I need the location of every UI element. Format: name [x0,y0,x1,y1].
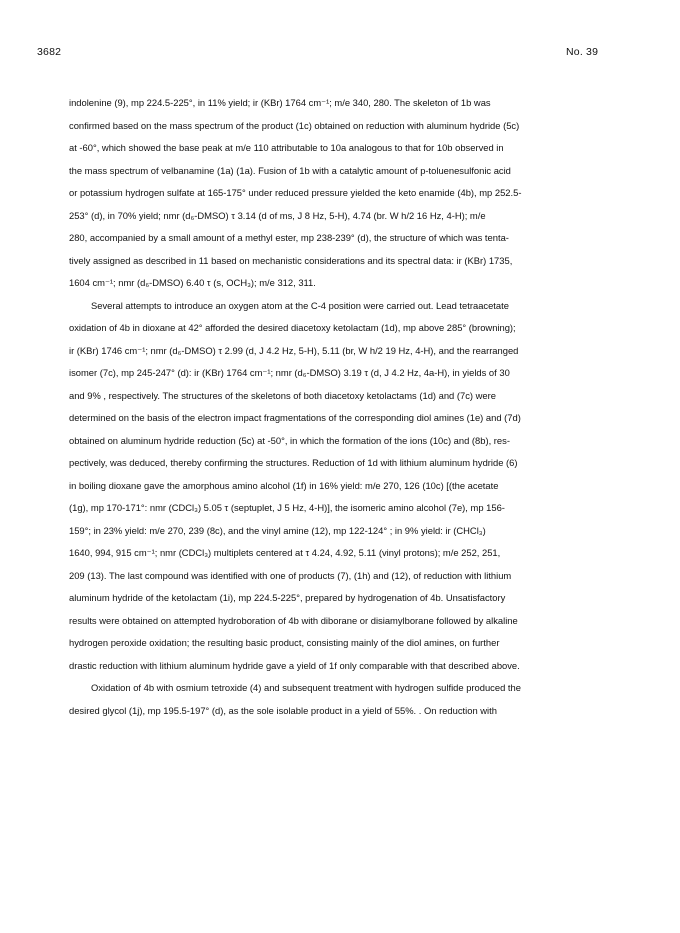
text-line: desired glycol (1j), mp 195.5-197° (d), as the sole isolable product in a yield of 55%. . On reduction with [69,704,497,716]
text-line: indolenine (9), mp 224.5-225°, in 11% yield; ir (KBr) 1764 cm⁻¹; m/e 340, 280. The skeleton of 1b was [69,97,491,108]
text-line: 280, accompanied by a small amount of a methyl ester, mp 238-239° (d), the structure of which was tenta- [69,232,509,243]
text-line: 1640, 994, 915 cm⁻¹; nmr (CDCl₃) multiplets centered at τ 4.24, 4.92, 5.11 (vinyl protons); m/e 252, 251, [69,547,501,558]
text-line: pectively, was deduced, thereby confirming the structures. Reduction of 1d with lithium aluminum hydride (6) [69,457,518,468]
text-line: tively assigned as described in 11 based on mechanistic considerations and its spectral data: ir (KBr) 1735, [69,254,513,266]
text-line: or potassium hydrogen sulfate at 165-175° under reduced pressure yielded the keto enamide (4b), mp 252.5- [69,187,522,198]
paragraph [69,295,616,678]
text-line: and 9% , respectively. The structures of the skeletons of both diacetoxy ketolactams (1d) and (7c) were [69,389,496,401]
text-line: isomer (7c), mp 245-247° (d): ir (KBr) 1764 cm⁻¹; nmr (d₆-DMSO) 3.19 τ (d, J 4.2 Hz, 4a-H), in yields of 30 [69,367,510,378]
body-text [69,92,616,722]
text-line: 253° (d), in 70% yield; nmr (d₆-DMSO) τ 3.14 (d of ms, J 8 Hz, 5-H), 4.74 (br. W h/2 16 Hz, 4-H); m/e [69,209,486,221]
text-line: aluminum hydride of the ketolactam (1i), mp 224.5-225°, prepared by hydrogenation of 4b. Unsatisfactory [69,592,506,603]
text-line: the mass spectrum of velbanamine (1a) (1a). Fusion of 1b with a catalytic amount of p-toluenesulfonic acid [69,164,511,176]
text-line: Several attempts to introduce an oxygen atom at the C-4 position were carried out. Lead tetraacetate [91,299,509,311]
text-line: oxidation of 4b in dioxane at 42° afforded the desired diacetoxy ketolactam (1d), mp above 285° (browning); [69,322,516,333]
text-line: confirmed based on the mass spectrum of the product (1c) obtained on reduction with aluminum hydride (5c) [69,119,520,131]
text-line: 1604 cm⁻¹; nmr (d₆-DMSO) 6.40 τ (s, OCH₃); m/e 312, 311. [69,277,316,288]
text-line: obtained on aluminum hydride reduction (5c) at -50°, in which the formation of the ions (10c) and (8b), res- [69,434,510,446]
paragraph [69,677,616,722]
text-line: determined on the basis of the electron impact fragmentations of the corresponding diol amines (1e) and (7d) [69,412,521,423]
issue-number: No. 39 [566,46,599,58]
page-number: 3682 [37,46,62,58]
text-line: (1g), mp 170-171°: nmr (CDCl₃) 5.05 τ (septuplet, J 5 Hz, 4-H)], the isomeric amino alcohol (7e), mp 156- [69,502,505,513]
text-line: ir (KBr) 1746 cm⁻¹; nmr (d₆-DMSO) τ 2.99 (d, J 4.2 Hz, 5-H), 5.11 (br, W h/2 19 Hz, 4-H), and the rearranged [69,344,519,356]
text-line: drastic reduction with lithium aluminum hydride gave a yield of 1f only comparable with that described above. [69,659,520,671]
text-line: 209 (13). The last compound was identified with one of products (7), (1h) and (12), of reduction with lithium [69,569,512,581]
text-line: Oxidation of 4b with osmium tetroxide (4) and subsequent treatment with hydrogen sulfide produced the [91,682,521,693]
text-line: hydrogen peroxide oxidation; the resulting basic product, consisting mainly of the diol amines, on further [69,637,500,648]
text-line: at -60°, which showed the base peak at m/e 110 attributable to 10a analogous to that for 10b observed in [69,142,504,153]
paragraph [69,92,616,295]
text-line: in boiling dioxane gave the amorphous amino alcohol (1f) in 16% yield: m/e 270, 126 (10c) [(the acetate [69,479,499,491]
text-line: 159°; in 23% yield: m/e 270, 239 (8c), and the vinyl amine (12), mp 122-124° ; in 9% yield: ir (CHCl₃) [69,524,486,536]
text-line: results were obtained on attempted hydroboration of 4b with diborane or disiamylborane followed by alkaline [69,614,518,626]
